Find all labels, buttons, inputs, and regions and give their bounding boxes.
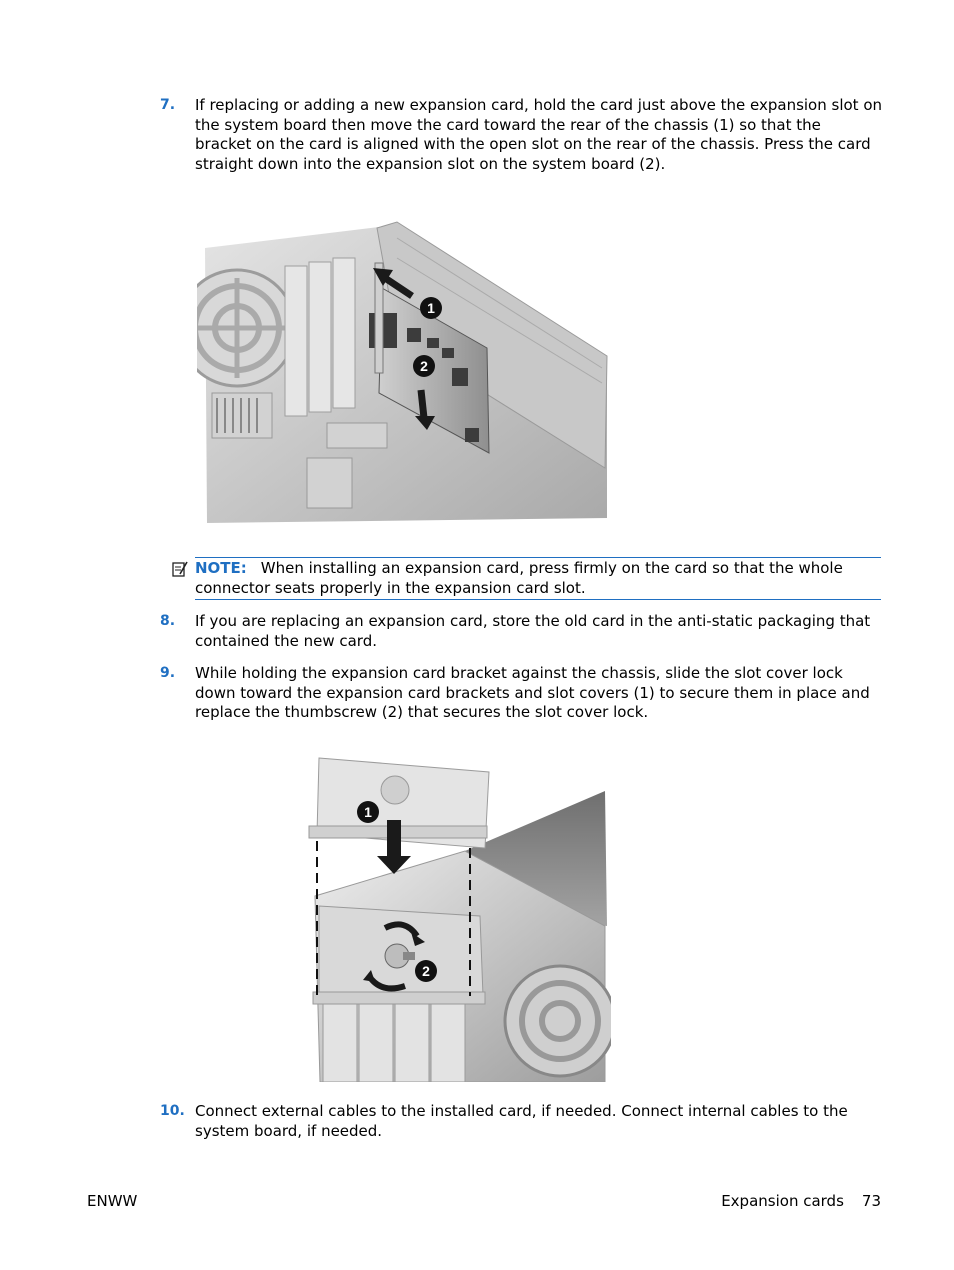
fan-icon [505, 966, 611, 1076]
step-text: If replacing or adding a new expansion card, hold the card just above the expansion slot on the system board then move the card toward the rear of the chassis (1) so that the bracket on the card is aligned with the open slot on the rear of the chassis. Press the card straight down into the expansion slot on the system board (2). [195, 96, 883, 173]
page-number: 73 [861, 1192, 881, 1210]
note-box [195, 557, 881, 600]
note-text: When installing an expansion card, press firmly on the card so that the whole connector seats properly in the expansion card slot. [195, 559, 843, 597]
svg-text:1: 1 [364, 804, 372, 820]
callout-1 [420, 297, 442, 319]
footer-page-info [721, 1192, 881, 1212]
step-number: 9. [160, 665, 176, 681]
step-number: 8. [160, 613, 176, 629]
svg-text:2: 2 [420, 358, 428, 374]
step-number: 10. [160, 1103, 185, 1119]
callout-1 [357, 801, 379, 823]
step-text: Connect external cables to the installed card, if needed. Connect internal cables to the system board, if needed. [195, 1102, 848, 1140]
step-text: While holding the expansion card bracket against the chassis, slide the slot cover lock down toward the expansion card brackets and slot covers (1) to secure them in place and replace the thumbscrew (2) that secures the slot cover lock. [195, 664, 870, 721]
callout-2 [413, 355, 435, 377]
step-9 [160, 664, 882, 723]
step-8 [160, 612, 882, 651]
callout-2 [415, 960, 437, 982]
footer-doc-code: ENWW [87, 1192, 138, 1210]
note-label: NOTE: [195, 559, 247, 577]
step-number: 7. [160, 97, 176, 113]
slot-cover-lock-illustration [305, 756, 611, 1082]
svg-text:2: 2 [422, 963, 430, 979]
step-10 [160, 1102, 882, 1141]
svg-text:1: 1 [427, 300, 435, 316]
note-icon [171, 560, 189, 578]
footer-section: Expansion cards [721, 1192, 844, 1210]
fan-icon [197, 270, 295, 386]
step-text: If you are replacing an expansion card, store the old card in the anti-static packaging that contained the new card. [195, 612, 871, 650]
step-7 [160, 96, 882, 174]
expansion-card-install-illustration [197, 218, 609, 530]
